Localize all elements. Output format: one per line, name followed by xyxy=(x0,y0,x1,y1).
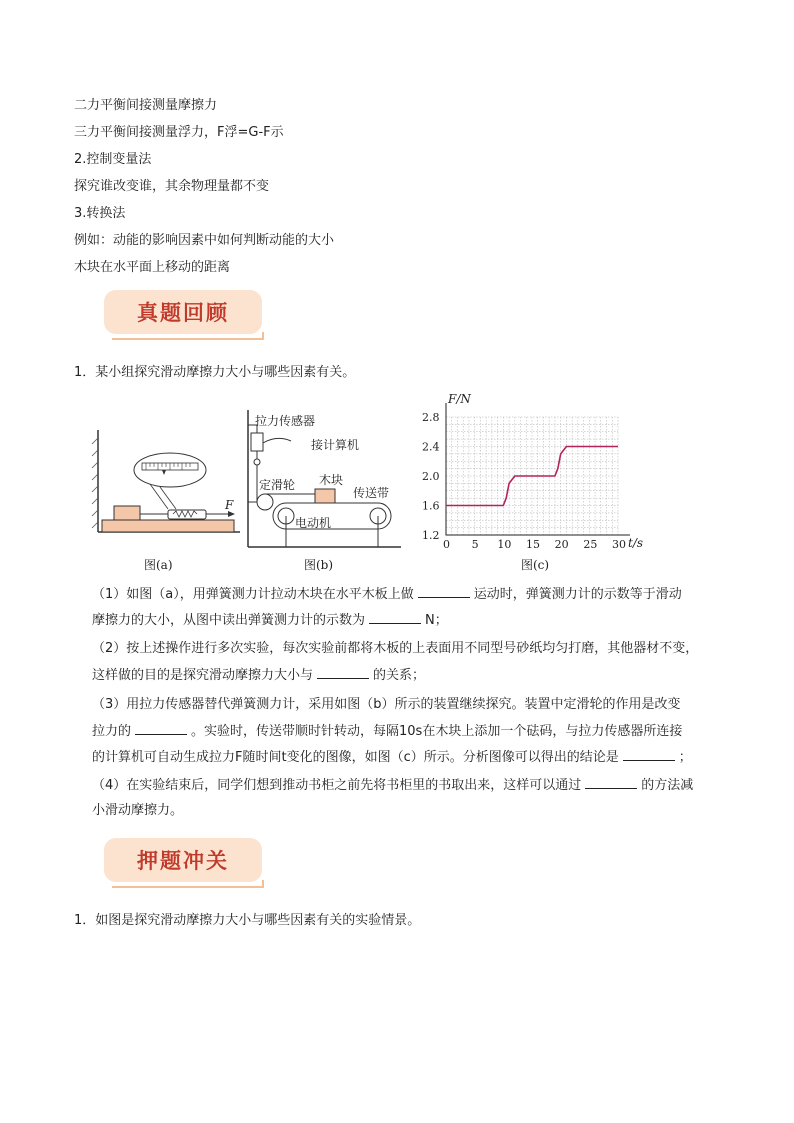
question-2-stem: 1．如图是探究滑动摩擦力大小与哪些因素有关的实验情景。 xyxy=(74,913,421,928)
x-tick-label: 10 xyxy=(497,538,512,551)
computer-label: 接计算机 xyxy=(311,438,360,452)
chart-axes xyxy=(446,403,630,535)
force-label-a: F xyxy=(225,498,234,512)
part-3-line-2: 拉力的 。实验时，传送带顺时针转动，每隔10s在木块上添加一个砝码，与拉力传感器所连接 xyxy=(92,724,683,739)
intro-line-3: 2.控制变量法 xyxy=(74,152,152,167)
y-tick-label: 1.6 xyxy=(422,499,440,513)
section-badge-practice xyxy=(104,838,262,882)
section-title-review: 真题回顾 xyxy=(137,301,229,325)
pulley-label: 定滑轮 xyxy=(259,478,296,492)
y-tick-label: 1.2 xyxy=(422,529,440,542)
section-badge-review xyxy=(104,290,262,334)
figure-b xyxy=(243,405,408,550)
y-tick-label: 2.8 xyxy=(422,411,440,424)
belt-label: 传送带 xyxy=(353,486,390,500)
x-tick-label: 0 xyxy=(443,538,450,551)
part-1-line-2: 摩擦力的大小，从图中读出弹簧测力计的示数为 N； xyxy=(92,613,448,628)
chart-series-line xyxy=(446,447,618,506)
answer-blank-3[interactable] xyxy=(317,666,369,679)
intro-line-1: 二力平衡间接测量摩擦力 xyxy=(74,98,218,113)
intro-line-4: 探究谁改变谁，其余物理量都不变 xyxy=(74,179,270,194)
figure-a xyxy=(90,410,250,545)
part-2-line-2: 这样做的目的是探究滑动摩擦力大小与 的关系； xyxy=(92,668,426,683)
intro-line-2: 三力平衡间接测量浮力，F浮=G-F示 xyxy=(74,125,284,140)
badge-underline xyxy=(112,338,262,340)
chart-x-label: t/s xyxy=(628,536,644,550)
part-3-line-3: 的计算机可自动生成拉力F随时间t变化的图像，如图（c）所示。分析图像可以得出的结论是 ； xyxy=(92,750,692,765)
motor-label: 电动机 xyxy=(295,516,332,530)
part-3-line-1: （3）用拉力传感器替代弹簧测力计，采用如图（b）所示的装置继续探究。装置中定滑轮的作用是改变 xyxy=(92,697,681,712)
sensor-label: 拉力传感器 xyxy=(255,414,316,428)
part-1-line-1: （1）如图（a），用弹簧测力计拉动木块在水平木板上做 运动时，弹簧测力计的示数等于滑动 xyxy=(92,587,682,602)
answer-blank-2[interactable] xyxy=(369,611,421,624)
intro-line-5: 3.转换法 xyxy=(74,206,126,221)
part-2-line-1: （2）按上述操作进行多次实验，每次实验前都将木板的上表面用不同型号砂纸均匀打磨，其他器材不变， xyxy=(92,641,699,656)
section-title-practice: 押题冲关 xyxy=(137,849,229,873)
answer-blank-6[interactable] xyxy=(585,776,637,789)
chart-tick-labels xyxy=(422,411,626,551)
part-4-line-1: （4）在实验结束后，同学们想到推动书柜之前先将书柜里的书取出来，这样可以通过 的方法减 xyxy=(92,778,694,793)
y-tick-label: 2.4 xyxy=(422,440,440,454)
axis-lines xyxy=(446,403,630,535)
x-tick-label: 20 xyxy=(554,538,569,551)
answer-blank-5[interactable] xyxy=(623,748,675,761)
x-tick-label: 25 xyxy=(583,538,598,551)
intro-line-7: 木块在水平面上移动的距离 xyxy=(74,260,231,275)
question-1-stem: 1．某小组探究滑动摩擦力大小与哪些因素有关。 xyxy=(74,365,356,380)
answer-blank-1[interactable] xyxy=(418,585,470,598)
block-label: 木块 xyxy=(319,473,344,487)
badge-underline-2 xyxy=(112,886,262,888)
y-tick-label: 2.0 xyxy=(422,470,440,483)
x-tick-label: 30 xyxy=(612,538,626,551)
x-tick-label: 5 xyxy=(471,538,479,551)
figure-c-chart xyxy=(410,385,650,555)
answer-blank-4[interactable] xyxy=(135,722,187,735)
figure-b-caption: 图(b) xyxy=(304,558,334,572)
x-tick-label: 15 xyxy=(526,538,540,551)
figure-c-caption: 图(c) xyxy=(521,558,550,572)
intro-line-6: 例如：动能的影响因素中如何判断动能的大小 xyxy=(74,233,335,248)
part-4-line-2: 小滑动摩擦力。 xyxy=(92,803,184,818)
figure-a-caption: 图(a) xyxy=(144,558,173,572)
chart-y-label: F/N xyxy=(448,392,471,406)
